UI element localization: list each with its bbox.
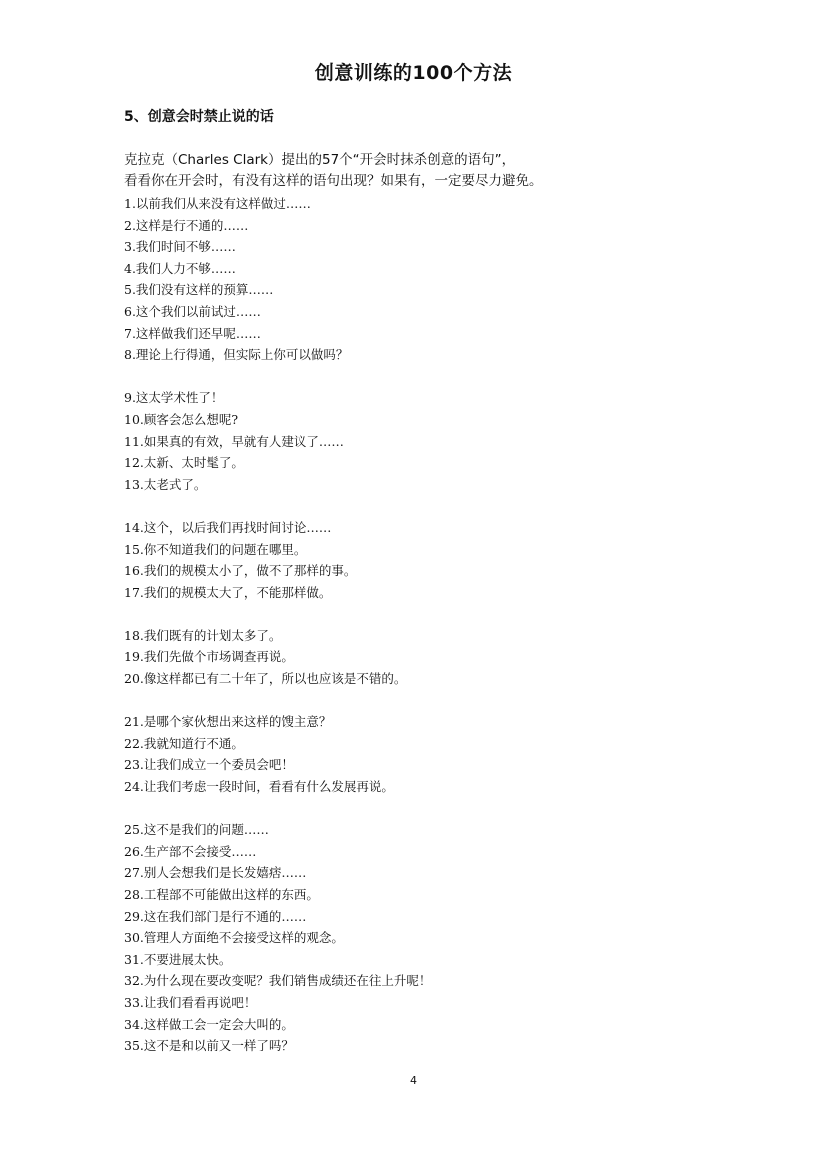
list-item: 11.如果真的有效，早就有人建议了…… [124,433,344,449]
list-item: 32.为什么现在要改变呢？我们销售成绩还在往上升呢！ [124,973,432,989]
list-item: 34.这样做工会一定会大叫的。 [124,1016,294,1032]
list-item: 8.理论上行得通，但实际上你可以做吗？ [124,347,349,363]
list-item: 25.这不是我们的问题…… [124,822,269,838]
list-item: 20.像这样都已有二十年了，所以也应该是不错的。 [124,671,407,687]
list-item: 1.以前我们从来没有这样做过…… [124,196,311,211]
phrase-group [124,193,724,366]
list-item: 21.是哪个家伙想出来这样的馊主意？ [124,714,332,730]
list-item: 29.这在我们部门是行不通的…… [124,908,307,924]
section-heading: 5、创意会时禁止说的话 [124,109,274,125]
list-item: 26.生产部不会接受…… [124,843,257,859]
list-item: 6.这个我们以前试过…… [124,303,261,319]
phrase-group [124,819,724,1057]
list-item: 14.这个，以后我们再找时间讨论…… [124,519,332,535]
list-item: 18.我们既有的计划太多了。 [124,627,282,643]
list-item: 16.我们的规模太小了，做不了那样的事。 [124,563,357,579]
list-item: 23.让我们成立一个委员会吧！ [124,757,294,773]
list-item: 22.我就知道行不通。 [124,735,244,751]
list-item: 31.不要进展太快。 [124,951,232,967]
list-item: 3.我们时间不够…… [124,239,236,255]
document-title: 创意训练的100个方法 [314,62,513,84]
list-item: 24.让我们考虑一段时间，看看有什么发展再说。 [124,779,394,795]
phrase-group [124,711,724,797]
list-item: 7.这样做我们还早呢…… [124,325,261,341]
list-item: 15.你不知道我们的问题在哪里。 [124,541,307,557]
intro-line: 克拉克（Charles Clark）提出的57个“开会时抹杀创意的语句”， [124,152,516,168]
list-item: 2.这样是行不通的…… [124,217,249,233]
page-number: 4 [410,1074,417,1087]
phrase-group [124,517,724,603]
list-item: 10.顾客会怎么想呢? [124,411,239,427]
phrase-group [124,625,724,690]
phrase-group [124,387,724,495]
list-item: 30.管理人方面绝不会接受这样的观念。 [124,930,344,946]
list-item: 27.别人会想我们是长发嬉痞…… [124,865,307,881]
list-item: 4.我们人力不够…… [124,260,236,276]
list-item: 19.我们先做个市场调查再说。 [124,649,294,665]
intro-paragraph [124,150,724,192]
phrase-list [124,193,724,1057]
list-item: 35.这不是和以前又一样了吗？ [124,1038,294,1054]
list-item: 13.太老式了。 [124,476,207,492]
list-item: 9.这太学术性了！ [124,390,224,406]
intro-line: 看看你在开会时，有没有这样的语句出现？如果有，一定要尽力避免。 [124,173,543,189]
list-item: 28.工程部不可能做出这样的东西。 [124,887,319,902]
list-item: 5.我们没有这样的预算…… [124,282,274,298]
list-item: 33.让我们看看再说吧！ [124,994,257,1010]
list-item: 12.太新、太时髦了。 [124,455,244,471]
list-item: 17.我们的规模太大了，不能那样做。 [124,584,332,600]
